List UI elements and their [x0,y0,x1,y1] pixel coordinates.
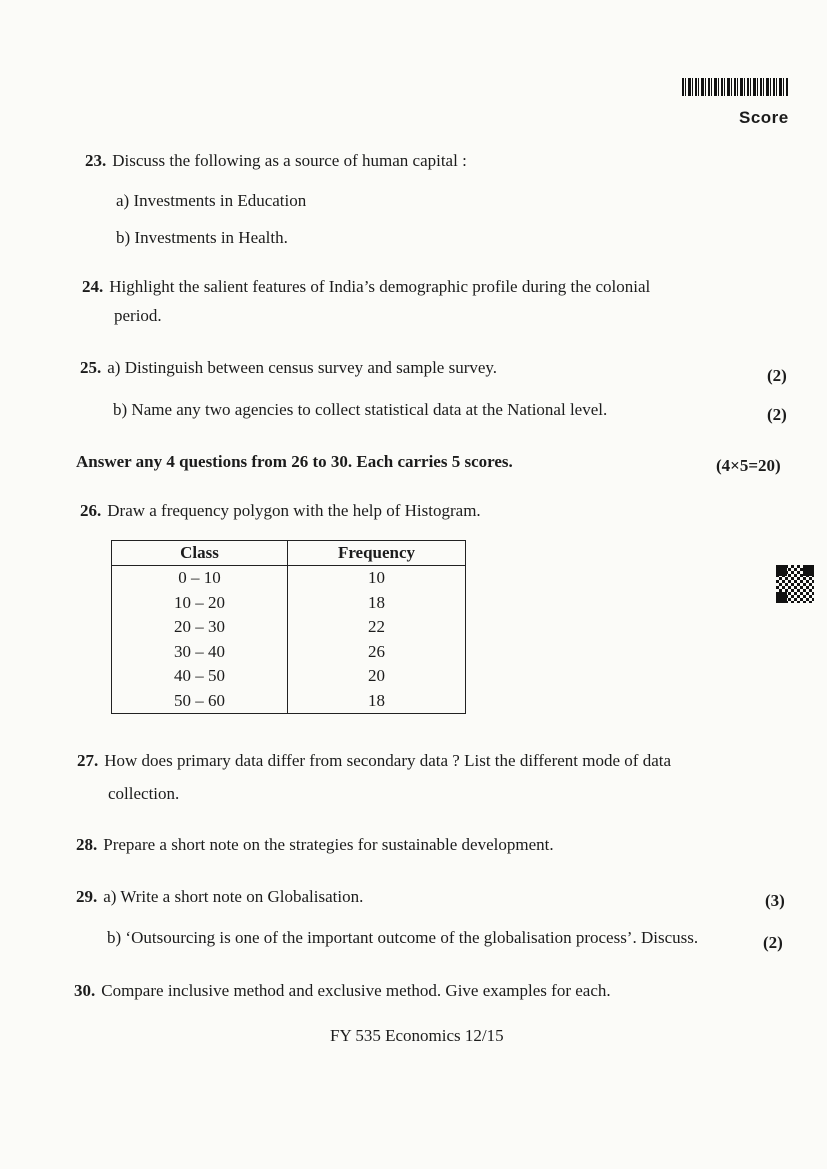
question-text: a) Distinguish between census survey and sample survey. [107,358,498,377]
question-23-part-b: b) Investments in Health. [116,228,288,247]
table-row [112,689,466,714]
table-row [112,664,466,689]
class-cell: 20 – 30 [112,615,288,640]
frequency-cell: 20 [288,664,466,689]
question-29 [76,886,363,908]
question-29a-marks: (3) [765,891,785,910]
table-row [112,591,466,616]
qr-code [776,565,814,603]
class-cell: 10 – 20 [112,591,288,616]
question-27 [77,750,671,772]
question-29b-marks: (2) [763,933,783,952]
question-number: 28. [76,835,98,854]
frequency-header: Frequency [288,541,466,566]
question-24 [82,276,650,298]
table-row [112,640,466,665]
question-number: 29. [76,887,98,906]
question-25 [80,357,497,379]
section-instruction: Answer any 4 questions from 26 to 30. Each carries 5 scores. [76,452,513,471]
section-marks: (4×5=20) [716,456,781,475]
question-24-continuation: period. [114,306,162,325]
frequency-cell: 26 [288,640,466,665]
page-footer: FY 535 Economics 12/15 [330,1026,504,1045]
question-28 [76,834,554,856]
question-29-part-b: b) ‘Outsourcing is one of the important outcome of the globalisation process’. Discuss. [107,928,699,947]
table-header-row [112,541,466,566]
question-text: Highlight the salient features of India’s demographic profile during the colonial [109,277,651,296]
question-text: Compare inclusive method and exclusive method. Give examples for each. [101,981,611,1000]
question-25-part-b: b) Name any two agencies to collect statistical data at the National level. [113,400,608,419]
question-23-part-a: a) Investments in Education [116,191,307,210]
table-row [112,566,466,591]
frequency-table [111,540,466,714]
question-number: 25. [80,358,102,377]
frequency-cell: 18 [288,689,466,714]
question-text: How does primary data differ from secondary data ? List the different mode of data [104,751,672,770]
question-number: 23. [85,151,107,170]
question-text: Discuss the following as a source of human capital : [112,151,467,170]
class-cell: 30 – 40 [112,640,288,665]
question-text: Draw a frequency polygon with the help of Histogram. [107,501,481,520]
class-cell: 50 – 60 [112,689,288,714]
barcode [682,78,788,96]
question-25b-marks: (2) [767,405,787,424]
question-number: 30. [74,981,96,1000]
question-25a-marks: (2) [767,366,787,385]
class-header: Class [112,541,288,566]
question-number: 24. [82,277,104,296]
frequency-cell: 22 [288,615,466,640]
question-27-continuation: collection. [108,784,180,803]
question-text: a) Write a short note on Globalisation. [103,887,364,906]
question-30 [74,980,611,1002]
frequency-cell: 18 [288,591,466,616]
question-23 [85,150,467,172]
question-number: 26. [80,501,102,520]
table-row [112,615,466,640]
score-column-header: Score [739,108,789,127]
question-26 [80,500,481,522]
class-cell: 40 – 50 [112,664,288,689]
frequency-cell: 10 [288,566,466,591]
question-text: Prepare a short note on the strategies for sustainable development. [103,835,554,854]
class-cell: 0 – 10 [112,566,288,591]
question-number: 27. [77,751,99,770]
